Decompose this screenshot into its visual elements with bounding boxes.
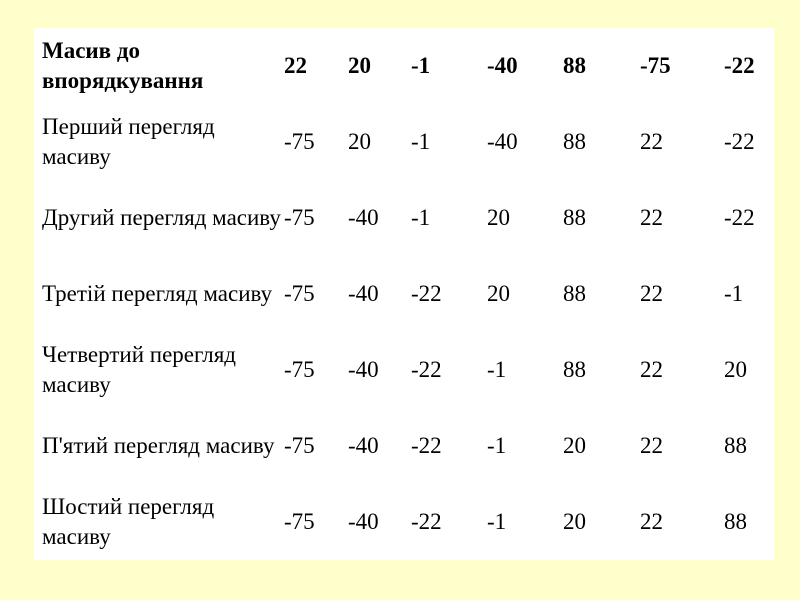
header-cell: 22	[284, 53, 307, 78]
header-label: Масив до впорядкування	[42, 38, 204, 93]
row-label: Четвертий перегляд масиву	[42, 342, 237, 397]
table-cell: -1	[724, 281, 744, 306]
table-cell: -40	[487, 129, 518, 154]
table-cell: -1	[487, 509, 507, 534]
table-cell: -22	[411, 433, 442, 458]
sorting-passes-table	[34, 28, 774, 560]
table-row	[34, 256, 774, 332]
table-row	[34, 408, 774, 484]
header-cell: -1	[411, 53, 431, 78]
table-cell: 22	[640, 205, 663, 230]
table-cell: -22	[411, 281, 442, 306]
table-row	[34, 180, 774, 256]
row-label: П'ятий перегляд масиву	[42, 433, 275, 458]
table-cell: -40	[348, 357, 379, 382]
header-cell: 88	[563, 53, 586, 78]
table-panel	[34, 28, 774, 560]
row-label: Другий перегляд масиву	[42, 205, 281, 230]
table-cell: 20	[563, 509, 586, 534]
header-cell: -40	[487, 53, 518, 78]
table-cell: -22	[411, 357, 442, 382]
table-cell: 20	[487, 281, 510, 306]
table-cell: 88	[724, 433, 747, 458]
row-label: Третій перегляд масиву	[42, 281, 273, 306]
table-row	[34, 104, 774, 180]
table-cell: -1	[411, 205, 431, 230]
table-cell: 22	[640, 281, 663, 306]
table-cell: -75	[284, 205, 315, 230]
table-cell: -22	[724, 205, 755, 230]
table-cell: -40	[348, 433, 379, 458]
table-cell: -1	[487, 357, 507, 382]
header-cell: 20	[348, 53, 371, 78]
row-label: Шостий перегляд масиву	[42, 494, 215, 549]
table-row	[34, 332, 774, 408]
table-cell: 88	[563, 205, 586, 230]
table-cell: 88	[563, 357, 586, 382]
table-cell: -75	[284, 129, 315, 154]
table-cell: -75	[284, 433, 315, 458]
table-cell: -40	[348, 509, 379, 534]
table-cell: 22	[640, 357, 663, 382]
table-cell: 88	[563, 281, 586, 306]
table-cell: 88	[563, 129, 586, 154]
table-cell: 22	[640, 129, 663, 154]
table-cell: -22	[724, 129, 755, 154]
table-row	[34, 484, 774, 560]
table-cell: 20	[724, 357, 747, 382]
table-cell: -75	[284, 509, 315, 534]
table-cell: 20	[563, 433, 586, 458]
row-label: Перший перегляд масиву	[42, 114, 215, 169]
header-row	[34, 28, 774, 104]
table-cell: -1	[411, 129, 431, 154]
table-cell: -1	[487, 433, 507, 458]
table-cell: 88	[724, 509, 747, 534]
table-cell: 22	[640, 509, 663, 534]
header-cell: -75	[640, 53, 671, 78]
table-cell: 20	[487, 205, 510, 230]
table-cell: 20	[348, 129, 371, 154]
table-cell: -75	[284, 281, 315, 306]
table-cell: -40	[348, 281, 379, 306]
table-cell: 22	[640, 433, 663, 458]
header-cell: -22	[724, 53, 755, 78]
table-cell: -22	[411, 509, 442, 534]
table-cell: -75	[284, 357, 315, 382]
table-cell: -40	[348, 205, 379, 230]
